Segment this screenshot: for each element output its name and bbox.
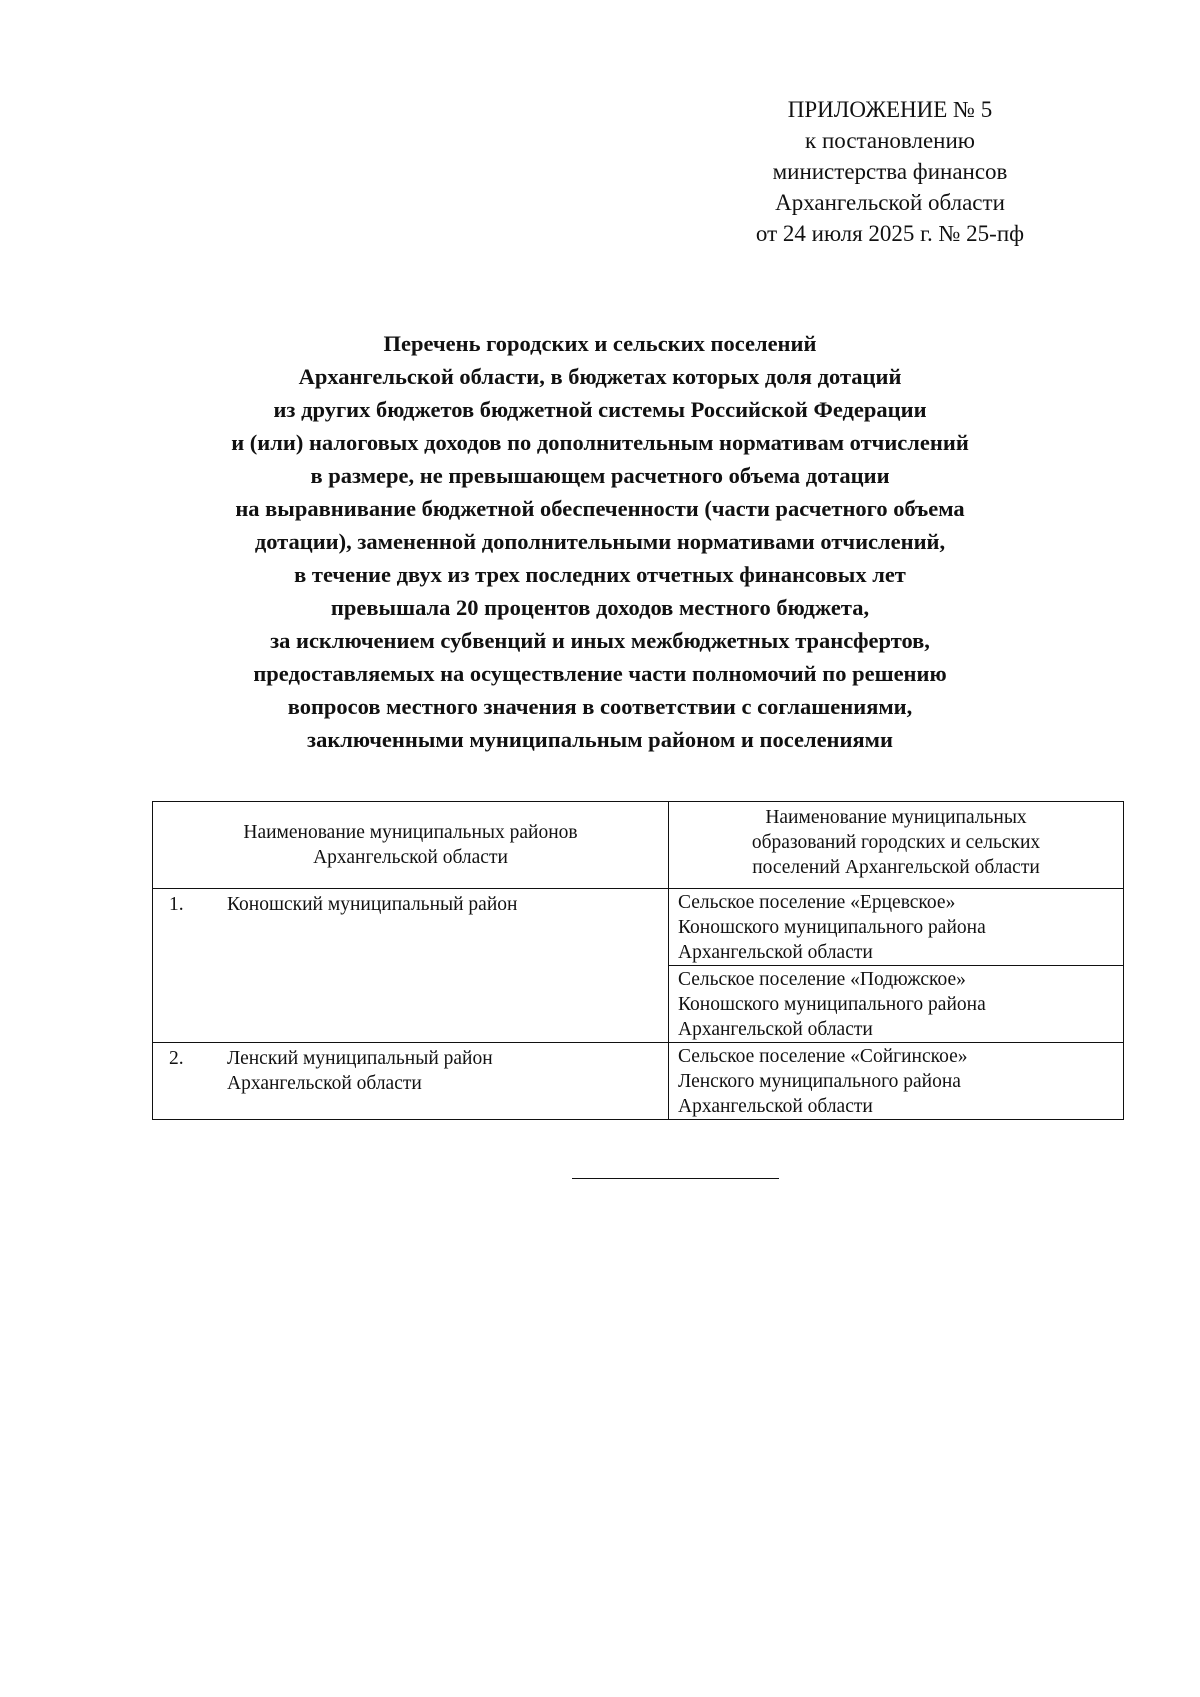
district-cell — [153, 1043, 669, 1120]
appendix-line: ПРИЛОЖЕНИЕ № 5 — [787, 97, 993, 122]
table-row — [153, 1043, 1124, 1120]
title-line: за исключением субвенций и иных межбюджетных трансфертов, — [270, 628, 930, 653]
settlement-cell — [669, 1043, 1124, 1120]
district-name: Ленский муниципальный район — [227, 1048, 493, 1069]
header-line: поселений Архангельской области — [752, 857, 1040, 878]
end-separator — [572, 1178, 779, 1179]
title-line: вопросов местного значения в соответствии с соглашениями, — [287, 694, 913, 719]
settlement-line: Архангельской области — [678, 1096, 873, 1117]
settlement-line: Коношского муниципального района — [678, 994, 986, 1015]
row-number: 1. — [169, 894, 184, 915]
title-line: Перечень городских и сельских поселений — [383, 331, 817, 356]
settlements-table — [152, 801, 1124, 1120]
table-header-row — [153, 802, 1124, 889]
settlement-cell — [669, 966, 1124, 1043]
header-line: Архангельской области — [313, 847, 508, 868]
settlement-line: Сельское поселение «Ерцевское» — [678, 892, 956, 913]
header-line: образований городских и сельских — [751, 832, 1041, 853]
header-districts — [153, 802, 669, 889]
title-line: превышала 20 процентов доходов местного бюджета, — [330, 595, 870, 620]
settlement-line: Сельское поселение «Сойгинское» — [678, 1046, 968, 1067]
title-line: на выравнивание бюджетной обеспеченности (части расчетного объема — [235, 496, 965, 521]
appendix-line: к постановлению — [805, 128, 975, 153]
settlement-cell — [669, 889, 1124, 966]
title-line: из других бюджетов бюджетной системы Российской Федерации — [273, 397, 927, 422]
document-title — [120, 327, 1080, 756]
title-line: в течение двух из трех последних отчетных финансовых лет — [294, 562, 906, 587]
title-line: предоставляемых на осуществление части полномочий по решению — [253, 661, 947, 686]
appendix-line: Архангельской области — [775, 190, 1005, 215]
settlement-line: Архангельской области — [678, 942, 873, 963]
appendix-line: министерства финансов — [772, 159, 1008, 184]
district-name: Коношский муниципальный район — [227, 894, 518, 915]
table-row — [153, 889, 1124, 966]
settlement-line: Коношского муниципального района — [678, 917, 986, 938]
settlement-line: Ленского муниципального района — [678, 1071, 961, 1092]
settlement-line: Архангельской области — [678, 1019, 873, 1040]
header-line: Наименование муниципальных районов — [243, 822, 578, 843]
settlement-line: Сельское поселение «Подюжское» — [678, 969, 966, 990]
title-line: дотации), замененной дополнительными нормативами отчислений, — [254, 529, 946, 554]
appendix-header — [700, 94, 1080, 249]
title-line: Архангельской области, в бюджетах которых доля дотаций — [298, 364, 902, 389]
district-name: Архангельской области — [227, 1073, 422, 1094]
title-line: заключенными муниципальным районом и поселениями — [307, 727, 893, 752]
appendix-line: от 24 июля 2025 г. № 25-пф — [755, 221, 1025, 246]
row-number: 2. — [169, 1048, 184, 1069]
title-line: и (или) налоговых доходов по дополнительным нормативам отчислений — [231, 430, 969, 455]
district-cell — [153, 889, 669, 1043]
title-line: в размере, не превышающем расчетного объема дотации — [310, 463, 890, 488]
header-settlements — [669, 802, 1124, 889]
header-line: Наименование муниципальных — [765, 807, 1027, 828]
